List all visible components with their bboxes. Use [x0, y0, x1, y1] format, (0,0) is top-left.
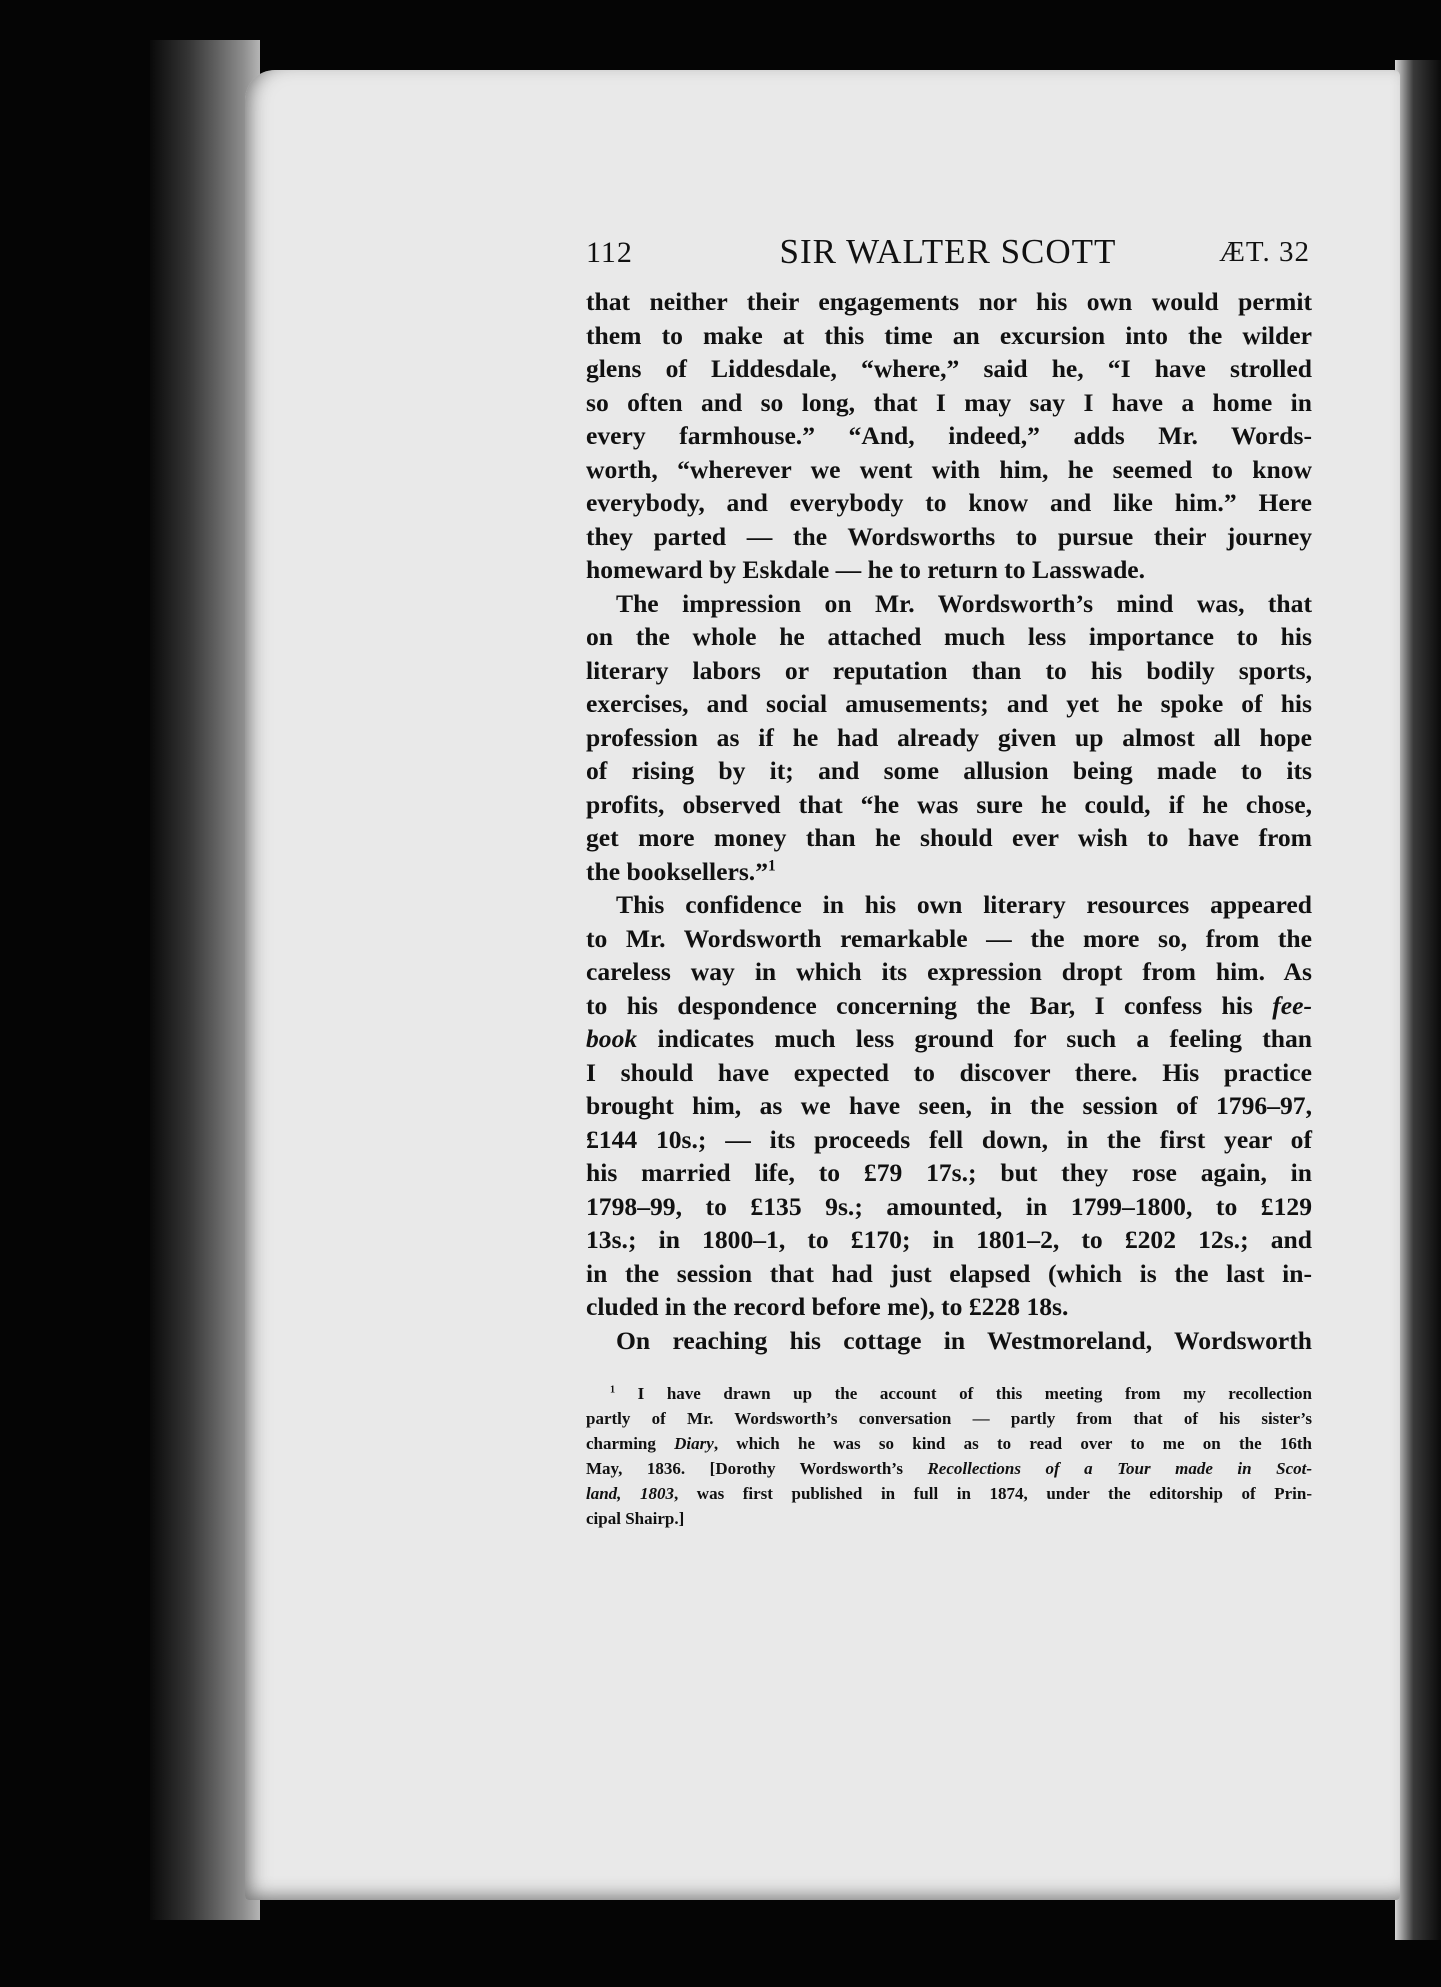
footnote-text: , which he was so kind as to read over to me on the 16th	[713, 1434, 1312, 1453]
footnote-marker: 1	[610, 1384, 616, 1396]
text-line	[586, 989, 1312, 1023]
text-line: 13s.; in 1800–1, to £170; in 1801–2, to £202 12s.; and	[586, 1225, 1312, 1254]
page-number: 112	[586, 236, 633, 269]
paragraph-1	[586, 285, 1312, 587]
running-title: SIR WALTER SCOTT	[779, 232, 1117, 271]
footnote-line	[586, 1381, 1312, 1406]
italic-word: book	[586, 1024, 638, 1053]
text-line: £144 10s.; — its proceeds fell down, in the first year of	[586, 1124, 1312, 1154]
footnote-italic: Recollections of a Tour made in Scot-	[927, 1459, 1312, 1478]
paragraph-2	[586, 587, 1312, 889]
italic-word: fee-	[1272, 990, 1313, 1020]
footnote-line: cipal Shairp.]	[586, 1509, 685, 1528]
text-line-content: the booksellers.”	[586, 856, 768, 886]
text-line: homeward by Eskdale — he to return to Lasswade.	[586, 555, 1146, 584]
text-line: This confidence in his own literary resources appeared	[616, 890, 1312, 919]
text-line: in the session that had just elapsed (which is the last in-	[586, 1258, 1312, 1288]
running-head	[586, 232, 1310, 276]
text-line: exercises, and social amusements; and yet he spoke of his	[586, 689, 1312, 718]
text-line: brought him, as we have seen, in the session of 1796–97,	[586, 1091, 1312, 1120]
text-line: every farmhouse.” “And, indeed,” adds Mr. Words-	[586, 421, 1312, 450]
text-line: they parted — the Wordsworths to pursue their journey	[586, 521, 1312, 551]
text-line: of rising by it; and some allusion being made to its	[586, 756, 1312, 785]
footnote-italic: Diary	[674, 1434, 714, 1453]
text-line-content: indicates much less ground for such a feeling than	[657, 1024, 1312, 1053]
age-marker: ÆT. 32	[1219, 236, 1310, 268]
text-line: cluded in the record before me), to £228 18s.	[586, 1292, 1069, 1321]
footnote-italic: land, 1803	[586, 1484, 674, 1503]
paragraph-3	[586, 888, 1312, 1324]
text-line: profits, observed that “he was sure he could, if he chose,	[586, 789, 1312, 819]
footnote-line: partly of Mr. Wordsworth’s conversation — partly from that of his sister’s	[586, 1409, 1312, 1428]
text-line: 1798–99, to £135 9s.; amounted, in 1799–1800, to £129	[586, 1191, 1312, 1221]
book-binding-edge-right	[1395, 60, 1441, 1940]
paragraph-4	[586, 1324, 1312, 1358]
text-line: worth, “wherever we went with him, he seemed to know	[586, 454, 1312, 484]
footnote-line	[586, 1481, 1312, 1506]
text-line: everybody, and everybody to know and like him.” Here	[586, 488, 1312, 517]
text-line: his married life, to £79 17s.; but they rose again, in	[586, 1158, 1312, 1187]
text-line-content: to his despondence concerning the Bar, I confess his	[586, 990, 1253, 1020]
text-line: that neither their engagements nor his own would permit	[586, 287, 1312, 316]
text-line: to Mr. Wordsworth remarkable — the more so, from the	[586, 923, 1312, 953]
text-line: literary labors or reputation than to his bodily sports,	[586, 655, 1312, 685]
text-line: On reaching his cottage in Westmoreland, Wordsworth	[616, 1325, 1312, 1355]
text-line: them to make at this time an excursion into the wilder	[586, 320, 1312, 350]
footnote	[586, 1381, 1312, 1531]
text-line	[586, 1022, 1312, 1056]
text-line: on the whole he attached much less importance to his	[586, 622, 1312, 651]
text-line: get more money than he should ever wish to have from	[586, 823, 1312, 852]
text-line: I should have expected to discover there. His practice	[586, 1057, 1312, 1087]
footnote-text: charming	[586, 1434, 656, 1453]
footnote-text: May, 1836. [Dorothy Wordsworth’s	[586, 1459, 903, 1478]
text-line: profession as if he had already given up almost all hope	[586, 722, 1312, 752]
text-line: The impression on Mr. Wordsworth’s mind was, that	[616, 588, 1312, 618]
footnote-ref: 1	[768, 856, 776, 874]
text-line: glens of Liddesdale, “where,” said he, “I have strolled	[586, 354, 1312, 383]
footnote-line	[586, 1456, 1312, 1481]
body-text	[586, 285, 1312, 1357]
footnote-line	[586, 1431, 1312, 1456]
footnote-text: I have drawn up the account of this meeting from my recollection	[637, 1384, 1312, 1403]
footnote-text: , was first published in full in 1874, under the editorship of Prin-	[673, 1484, 1312, 1503]
text-line: careless way in which its expression dropt from him. As	[586, 957, 1312, 986]
book-binding-edge-left	[150, 40, 260, 1920]
text-line: so often and so long, that I may say I have a home in	[586, 387, 1312, 417]
text-line	[586, 855, 1312, 889]
